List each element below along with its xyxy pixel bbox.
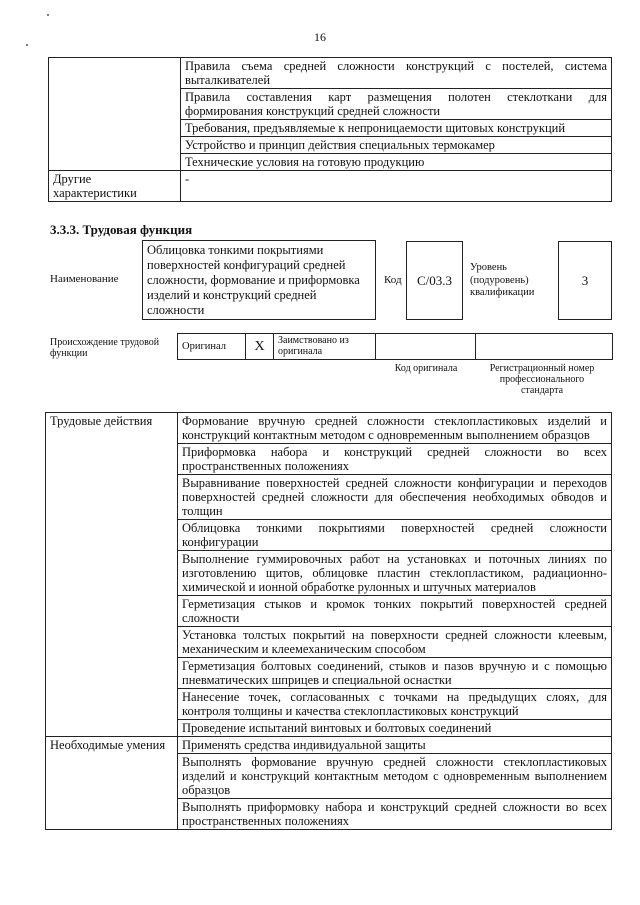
code-label: Код (384, 274, 402, 286)
row-item: Требования, предъявляемые к непроницаемости щитовых конструкций (181, 120, 612, 137)
row-item: Герметизация болтовых соединений, стыков и пазов вручную и с помощью пневматических шприцев и специальной оснастки (178, 658, 612, 689)
qualification-level: 3 (581, 272, 589, 288)
original-cell (178, 334, 246, 360)
row-item: - (181, 171, 612, 202)
main-table (45, 412, 612, 830)
code-caption: Код оригинала (394, 363, 458, 374)
reg-number-cell (476, 334, 613, 360)
original-text: Оригинал (182, 340, 226, 352)
row-item: Выполнять приформовку набора и конструкций средней сложности во всех пространственных положениях (178, 799, 612, 830)
origin-table (177, 333, 613, 360)
page-number: 16 (314, 30, 326, 44)
row-item: Правила съема средней сложности конструкций с постелей, система выталкивателей (181, 58, 612, 89)
row-item: Выполнять формование вручную средней сложности стеклопластиковых изделий и конструкций контактным методом с одновременным выполнением образцов (178, 754, 612, 799)
reg-caption: Регистрационный номер профессионального стандарта (489, 363, 595, 396)
origin-label: Происхождение трудовой функции (50, 337, 160, 359)
scan-speck (47, 14, 49, 16)
row-item: Проведение испытаний винтовых и болтовых соединений (178, 720, 612, 737)
original-code-cell (376, 334, 476, 360)
row-item: Приформовка набора и конструкций средней сложности во всех пространственных положениях (178, 444, 612, 475)
row-item: Выполнение гуммировочных работ на установках и поточных линиях по изготовлению щитов, облицовке пластин стеклопластиком, радиационно-химической и ионной обработке рулонных и штучных материалов (178, 551, 612, 596)
row-item: Герметизация стыков и кромок тонких покрытий поверхностей средней сложности (178, 596, 612, 627)
row-label: Трудовые действия (46, 413, 178, 737)
row-item: Формование вручную средней сложности стеклопластиковых изделий и конструкций контактным методом с одновременным выполнением образцов (178, 413, 612, 444)
row-item: Правила составления карт размещения полотен стеклоткани для формирования конструкций средней сложности (181, 89, 612, 120)
function-name: Облицовка тонкими покрытиями поверхностей конфигураций средней сложности, формование и приформовка изделий и конструкций средней сложности (147, 243, 360, 317)
borrowed-cell (274, 334, 376, 360)
row-label: Другие характеристики (49, 171, 181, 202)
level-value-box (558, 241, 612, 320)
row-item: Применять средства индивидуальной защиты (178, 737, 612, 754)
table-row (46, 413, 612, 444)
function-code: C/03.3 (416, 272, 453, 288)
row-label (49, 58, 181, 171)
row-item: Технические условия на готовую продукцию (181, 154, 612, 171)
table-row (49, 171, 612, 202)
code-value-box (406, 241, 463, 320)
name-value-box (142, 240, 376, 320)
row-item: Облицовка тонкими покрытиями поверхностей средней сложности конфигурации (178, 520, 612, 551)
borrowed-text: Заимствовано из оригинала (278, 335, 349, 357)
row-item: Нанесение точек, согласованных с точками на предыдущих слоях, для контроля толщины и качества стеклопластиковых конструкций (178, 689, 612, 720)
name-label: Наименование (50, 273, 119, 285)
level-label: Уровень (подуровень) квалификации (470, 262, 535, 298)
table-row (49, 58, 612, 89)
section-title: 3.3.3. Трудовая функция (50, 222, 193, 237)
row-item: Устройство и принцип действия специальных термокамер (181, 137, 612, 154)
row-item: Установка толстых покрытий на поверхности средней сложности клеевым, механическим и клеемеханическим способом (178, 627, 612, 658)
table-row (46, 737, 612, 754)
row-item: Выравнивание поверхностей средней сложности конфигурации и переходов поверхностей средней сложности для обеспечения необходимых обводов и толщин (178, 475, 612, 520)
top-table (48, 57, 612, 202)
original-mark-cell (246, 334, 274, 360)
original-mark: X (254, 338, 265, 354)
row-label: Необходимые умения (46, 737, 178, 830)
